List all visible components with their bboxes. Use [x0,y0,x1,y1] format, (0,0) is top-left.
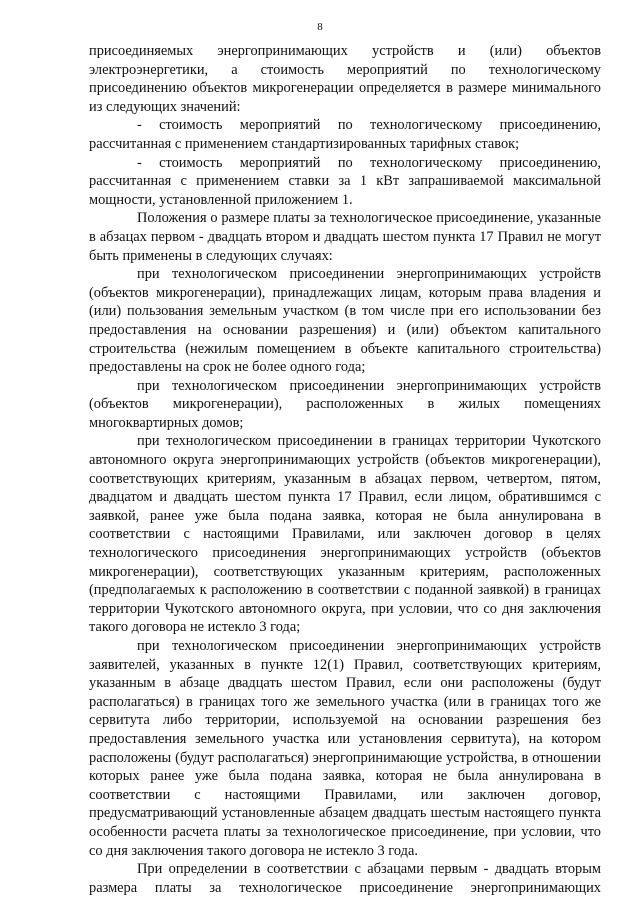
document-body [89,42,601,897]
paragraph: Положения о размере платы за технологическое присоединение, указанные в абзацах первом - двадцать втором и двадцать шестом пункта 17 Правил не могут быть применены в следующих случаях: [89,210,601,264]
paragraph: при технологическом присоединении энергопринимающих устройств (объектов микрогенерации), принадлежащих лицам, которым права владения и (или) пользования земельным участком (в том числе при его использовании без предоставления на основании разрешения) и (или) объектом капитального строительства (нежилым помещением в объекте капитального строительства) предоставлены на срок не более одного года; [89,266,601,376]
paragraph: при технологическом присоединении в границах территории Чукотского автономного округа энергопринимающих устройств (объектов микрогенерации), соответствующих критериям, указанным в абзацах первом, четвертом, пятом, двадцатом и двадцать шестом пункта 17 Правил, если лицом, обратившимся с заявкой, ранее уже была подана заявка, которая не была аннулирована в соответствии с настоящими Правилами, или заключен договор в целях технологического присоединения энергопринимающих устройств (объектов микрогенерации), соответствующих указанным критериям, расположенных (предполагаемых к расположению в соответствии с поданной заявкой) в границах территории Чукотского автономного округа, при условии, что со дня заключения такого договора не истекло 3 года; [89,433,601,636]
paragraph: при технологическом присоединении энергопринимающих устройств (объектов микрогенерации), расположенных в жилых помещениях многоквартирных домов; [89,377,601,431]
page-number: 8 [317,21,323,33]
paragraph: присоединяемых энергопринимающих устройств и (или) объектов электроэнергетики, а стоимость мероприятий по технологическому присоединению объектов микрогенерации определяется в размере минимального из следующих значений: [89,43,601,115]
paragraph: - стоимость мероприятий по технологическому присоединению, рассчитанная с применением стандартизированных тарифных ставок; [89,117,601,152]
paragraph: При определении в соответствии с абзацами первым - двадцать вторым размера платы за технологическое присоединение энергопринимающих [89,861,601,896]
paragraph: - стоимость мероприятий по технологическому присоединению, рассчитанная с применением ставки за 1 кВт запрашиваемой максимальной мощности, установленной приложением 1. [89,154,601,208]
paragraph: при технологическом присоединении энергопринимающих устройств заявителей, указанных в пункте 12(1) Правил, соответствующих критериям, указанным в абзаце двадцать шестом Правил, если они расположены (будут располагаться) в границах того же земельного участка (или в границах того же сервитута либо территории, используемой на основании разрешения без предоставления земельного участка или установления сервитута), на котором расположены (будут располагаться) энергопринимающие устройства, в отношении которых ранее уже была подана заявка, которая не была аннулирована в соответствии с настоящими Правилами, или заключен договор, предусматривающий установленные абзацем двадцать шестым настоящего пункта особенности расчета платы за технологическое присоединение, при условии, что со дня заключения такого договора не истекло 3 года. [89,638,601,859]
